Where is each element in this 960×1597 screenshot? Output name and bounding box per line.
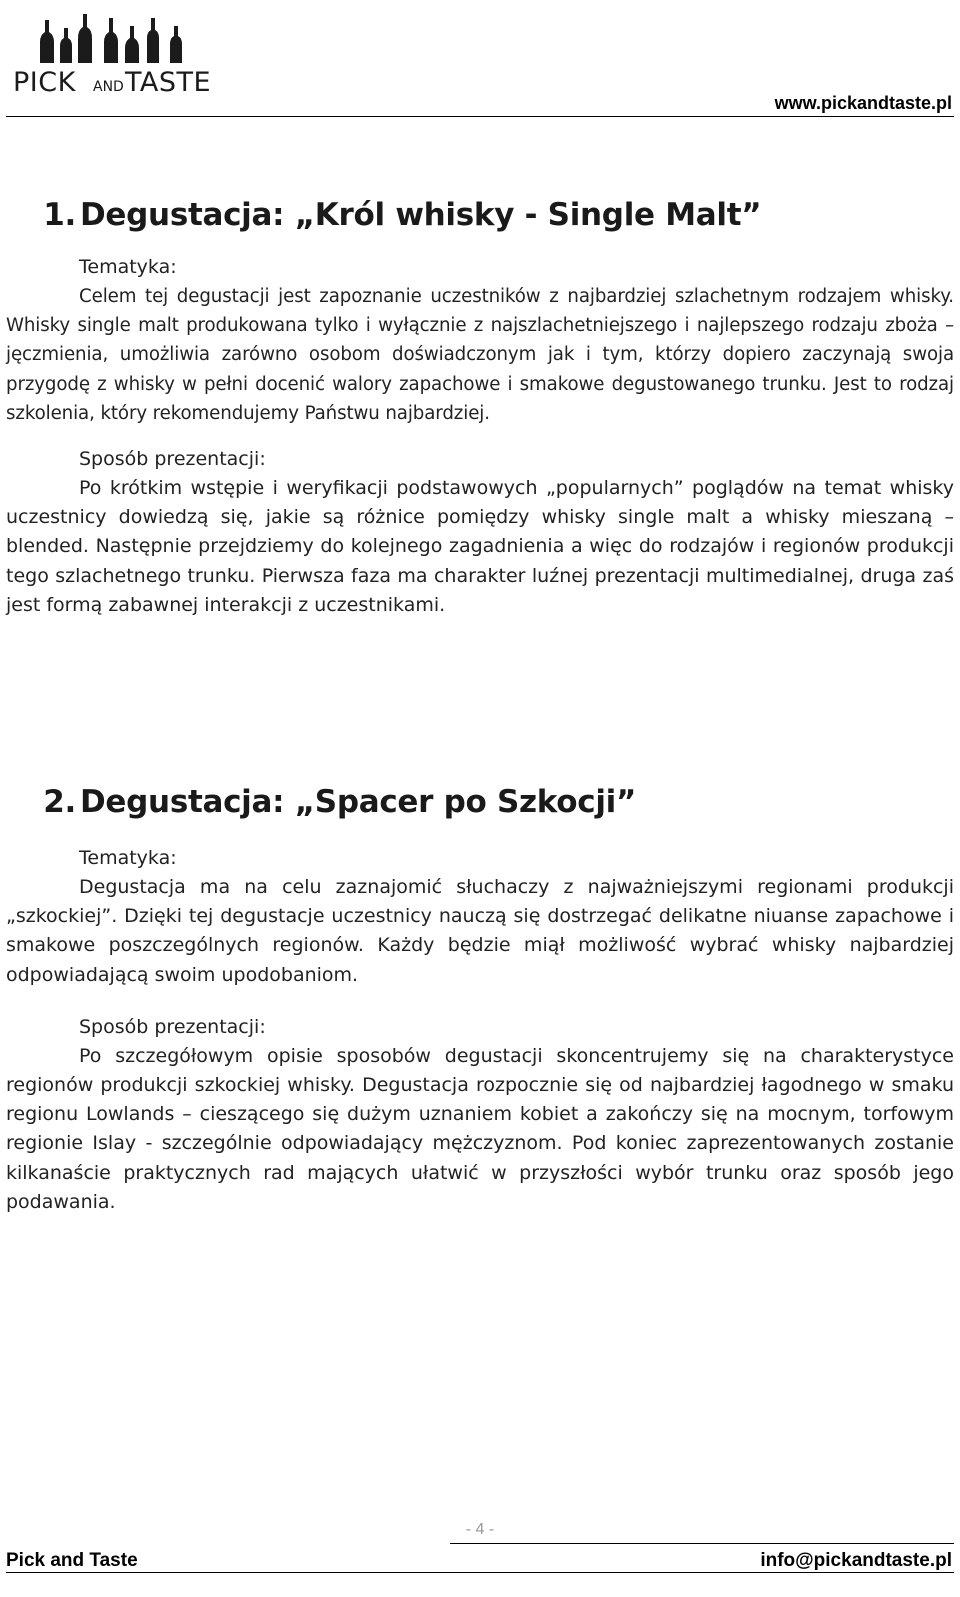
svg-text:PICK: PICK (13, 67, 76, 98)
page-number: - 4 - (465, 1521, 495, 1538)
header-website-url[interactable]: www.pickandtaste.pl (774, 93, 952, 113)
footer-email-link[interactable]: info@pickandtaste.pl (760, 1550, 952, 1571)
section-1-presentation-text: Po krótkim wstępie i weryfikacji podstawowych „popularnych” poglądów na temat whisky uczestnicy dowiedzą się, jakie są różnice pomiędzy whisky single malt a whisky mieszaną – blended. Następnie przejdziemy do kolejnego zagadnienia a więc do rodzajów i regionów produkcji tego szlachetnego trunku. Pierwsza faza ma charakter luźnej prezentacji multimedialnej, druga zaś jest formą zabawnej interakcji z uczestnikami. (6, 477, 954, 616)
section-2-heading (6, 782, 954, 822)
section-2-title: Degustacja: „Spacer po Szkocji” (80, 784, 637, 820)
pick-and-taste-logo (10, 8, 215, 100)
section-1-number: 1. (43, 197, 76, 233)
header-divider (6, 116, 954, 117)
footer-divider-bottom (6, 1572, 954, 1573)
section-2-topic-label: Tematyka: (79, 847, 177, 869)
section-1-title: Degustacja: „Król whisky - Single Malt” (80, 197, 762, 233)
section-2-topic-text: Degustacja ma na celu zaznajomić słuchaczy z najważniejszymi regionami produkcji „szkockiej”. Dzięki tej degustacje uczestnicy nauczą się dostrzegać delikatne niuanse zapachowe i smakowe poszczególnych regionów. Każdy będzie miął możliwość wybrać whisky najbardziej odpowiadającą swoim upodobaniom. (6, 876, 954, 986)
footer-divider-top (450, 1543, 954, 1544)
section-1 (6, 195, 954, 620)
section-1-topic-text: Celem tej degustacji jest zapoznanie uczestników z najbardziej szlachetnym rodzajem whisky. Whisky single malt produkowana tylko i wyłącznie z najszlachetniejszego i najlepszego rodzaju zboża – jęczmienia, umożliwia zarówno osobom doświadczonym jak i tym, którzy dopiero zaczynają swoja przygodę z whisky w pełni docenić walory zapachowe i smakowe degustowanego trunku. Jest to rodzaj szkolenia, który rekomendujemy Państwu najbardziej. (6, 286, 954, 424)
svg-text:AND: AND (93, 79, 124, 95)
section-1-topic-label: Tematyka: (79, 256, 177, 278)
section-2-presentation-text: Po szczegółowym opisie sposobów degustacji skoncentrujemy się na charakterystyce regionów produkcji szkockiej whisky. Degustacja rozpocznie się od najbardziej łagodnego w smaku regionu Lowlands – cieszącego się dużym uznaniem kobiet a zakończy się na mocnym, torfowym regionie Islay - szczególnie odpowiadający mężczyznom. Pod koniec zaprezentowanych zostanie kilkanaście praktycznych rad mających ułatwić w przyszłości wybór trunku oraz sposób jego podawania. (6, 1044, 954, 1213)
section-1-presentation-label: Sposób prezentacji: (79, 448, 266, 471)
footer-company-name: Pick and Taste (6, 1550, 138, 1571)
svg-text:TASTE: TASTE (125, 67, 212, 98)
section-2-presentation-label: Sposób prezentacji: (79, 1015, 266, 1038)
section-1-heading (6, 195, 954, 235)
section-2-number: 2. (43, 784, 76, 820)
section-2 (6, 782, 954, 1217)
